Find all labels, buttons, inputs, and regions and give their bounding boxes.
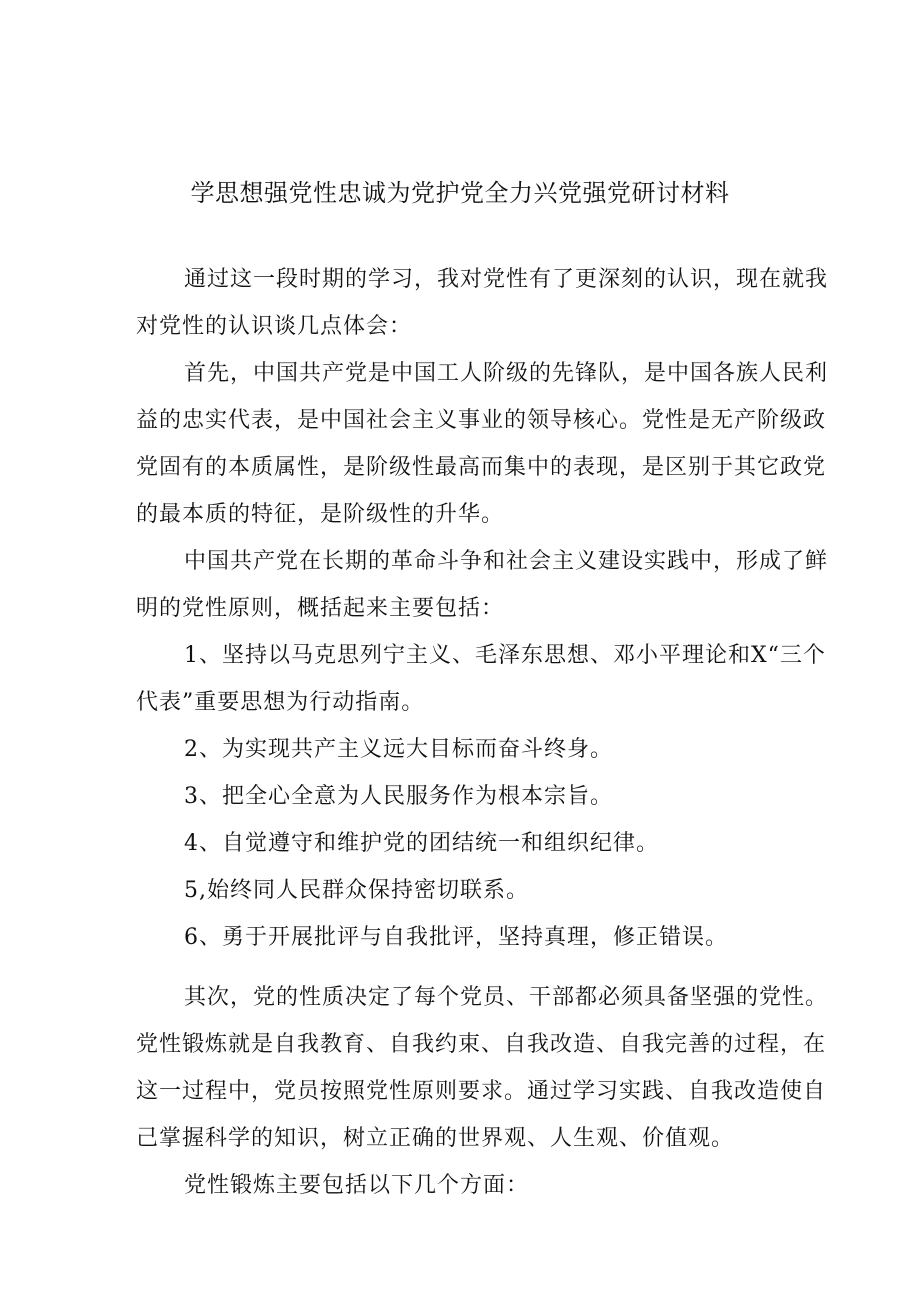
list-item: 3、把全心全意为人民服务作为根本宗旨。: [184, 784, 613, 809]
list-item: 2、为实现共产主义远大目标而奋斗终身。: [184, 737, 613, 762]
paragraph-line: 通过这一段时期的学习，我对党性有了更深刻的认识，现在就我: [184, 267, 829, 292]
paragraph-line: 益的忠实代表，是中国社会主义事业的领导核心。党性是无产阶级政: [136, 408, 827, 433]
paragraph-line: 中国共产党在长期的革命斗争和社会主义建设实践中，形成了鲜: [184, 549, 829, 574]
list-item-line: 代表”重要思想为行动指南。: [136, 690, 425, 715]
list-item: 6、勇于开展批评与自我批评，坚持真理，修正错误。: [184, 925, 728, 950]
paragraph-line: 己掌握科学的知识，树立正确的世界观、人生观、价值观。: [136, 1126, 735, 1151]
document-title: 学思想强党性忠诚为党护党全力兴党强党研讨材料: [190, 179, 730, 207]
list-item-line: 1、坚持以马克思列宁主义、毛泽东思想、邓小平理论和X“三个: [184, 643, 826, 668]
paragraph-line: 其次，党的性质决定了每个党员、干部都必须具备坚强的党性。: [184, 985, 829, 1010]
list-item: 4、自觉遵守和维护党的团结统一和组织纪律。: [184, 831, 659, 856]
paragraph-line: 党性锻炼主要包括以下几个方面：: [184, 1173, 530, 1198]
paragraph-line: 的最本质的特征，是阶级性的升华。: [136, 502, 505, 527]
paragraph-line: 首先，中国共产党是中国工人阶级的先锋队，是中国各族人民利: [184, 361, 829, 386]
paragraph-line: 党固有的本质属性，是阶级性最高而集中的表现，是区别于其它政党: [136, 455, 827, 480]
list-item: 5,始终同人民群众保持密切联系。: [184, 878, 529, 903]
paragraph-line: 党性锻炼就是自我教育、自我约束、自我改造、自我完善的过程，在: [136, 1032, 827, 1057]
paragraph-line: 对党性的认识谈几点体会：: [136, 314, 413, 339]
paragraph-line: 这一过程中，党员按照党性原则要求。通过学习实践、自我改造使自: [136, 1079, 827, 1104]
paragraph-line: 明的党性原则，概括起来主要包括：: [136, 596, 505, 621]
